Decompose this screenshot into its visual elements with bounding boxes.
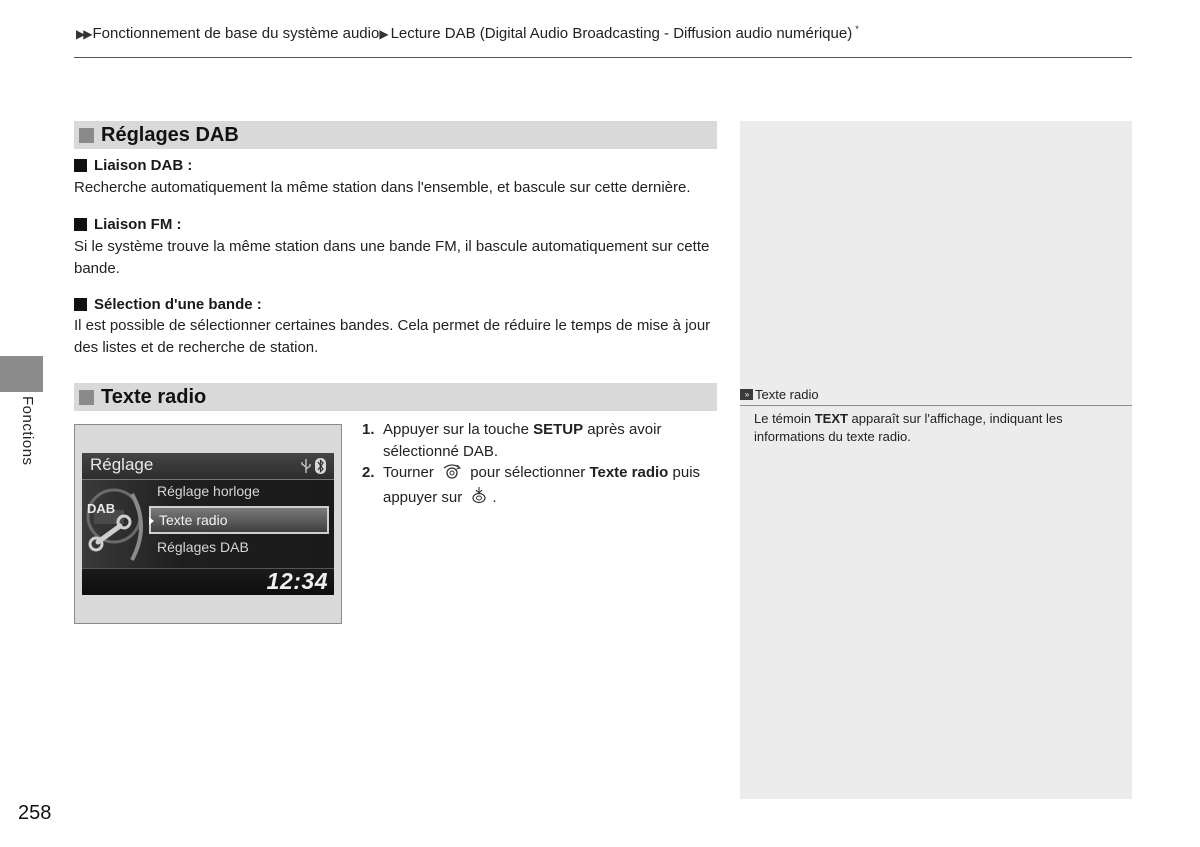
section-title: Réglages DAB [101, 123, 239, 146]
page-number: 258 [18, 802, 52, 824]
screen-title: Réglage [90, 455, 154, 474]
paragraph-line: bande. [74, 260, 120, 277]
rotate-knob-icon [442, 463, 462, 486]
section-header-texte-radio [74, 383, 717, 411]
note-text: apparaît sur l'affichage, indiquant les [847, 411, 1063, 426]
paragraph [74, 177, 719, 199]
bullet-square-icon [74, 298, 87, 311]
step-text: puis [668, 464, 701, 481]
step-text: après avoir [583, 421, 662, 438]
setup-key-label: SETUP [533, 421, 584, 438]
subsection-title: Sélection d'une bande : [94, 296, 262, 313]
paragraph [74, 236, 719, 280]
menu-item-reglage-horloge[interactable]: Réglage horloge [157, 483, 260, 499]
double-arrow-icon: ▶▶ [76, 27, 91, 41]
press-knob-icon [470, 486, 488, 511]
step-text: sélectionné DAB. [383, 442, 499, 460]
paragraph [74, 315, 719, 359]
breadcrumb [76, 24, 859, 42]
footnote-asterisk: * [855, 24, 859, 34]
step-2 [362, 462, 722, 510]
step-number: 2. [362, 464, 375, 481]
screen-body [82, 480, 334, 568]
menu-item-texte-radio[interactable]: Texte radio [149, 506, 329, 534]
bullet-square-icon [74, 218, 87, 231]
subsection-heading [74, 157, 192, 174]
menu-item-reglages-dab[interactable]: Réglages DAB [157, 539, 249, 555]
dab-badge: DAB [87, 501, 116, 516]
texte-radio-label: Texte radio [589, 464, 669, 481]
note-marker-icon: » [740, 389, 753, 400]
chapter-tab[interactable] [0, 356, 43, 392]
section-square-icon [79, 390, 94, 405]
note-body [754, 410, 1124, 446]
subsection-title: Liaison DAB : [94, 157, 193, 174]
section-square-icon [79, 128, 94, 143]
step-text: . [492, 488, 497, 506]
clock-display: 12:34 [266, 568, 328, 594]
breadcrumb-item[interactable]: Fonctionnement de base du système audio [92, 25, 380, 42]
instruction-steps [362, 419, 722, 510]
note-header [740, 384, 1132, 406]
chapter-label: Fonctions [19, 396, 36, 466]
screen-title-bar [82, 453, 334, 480]
step-1 [362, 419, 722, 462]
step-text: appuyer sur [383, 488, 467, 506]
audio-screen-illustration [82, 453, 334, 595]
usb-bluetooth-icon [300, 457, 328, 480]
note-title: Texte radio [755, 387, 819, 402]
step-text: Tourner [383, 464, 439, 481]
breadcrumb-item[interactable]: Lecture DAB (Digital Audio Broadcasting - Diffusion audio numérique) [390, 25, 853, 42]
settings-dab-icon [84, 488, 154, 564]
section-header-reglages-dab [74, 121, 717, 149]
section-title: Texte radio [101, 385, 207, 408]
text-indicator-label: TEXT [814, 411, 848, 426]
arrow-icon: ▶ [379, 27, 389, 41]
paragraph-line: Si le système trouve la même station dans une bande FM, il bascule automatiquement sur cette [74, 238, 710, 255]
notes-column [740, 121, 1132, 799]
paragraph-line: des listes et de recherche de station. [74, 339, 319, 356]
step-number: 1. [362, 421, 375, 438]
step-text: Appuyer sur la touche [383, 421, 534, 438]
note-text: informations du texte radio. [754, 429, 911, 444]
paragraph-text: Recherche automatiquement la même station dans l'ensemble, et bascule sur cette dernière. [74, 179, 691, 196]
subsection-heading [74, 296, 262, 313]
subsection-heading [74, 216, 182, 233]
step-text: pour sélectionner [466, 464, 590, 481]
bullet-square-icon [74, 159, 87, 172]
subsection-title: Liaison FM : [94, 216, 182, 233]
screen-footer [82, 568, 334, 595]
header-divider [74, 57, 1132, 58]
paragraph-line: Il est possible de sélectionner certaines bandes. Cela permet de réduire le temps de mise à jour [74, 317, 711, 334]
note-text: Le témoin [754, 411, 815, 426]
